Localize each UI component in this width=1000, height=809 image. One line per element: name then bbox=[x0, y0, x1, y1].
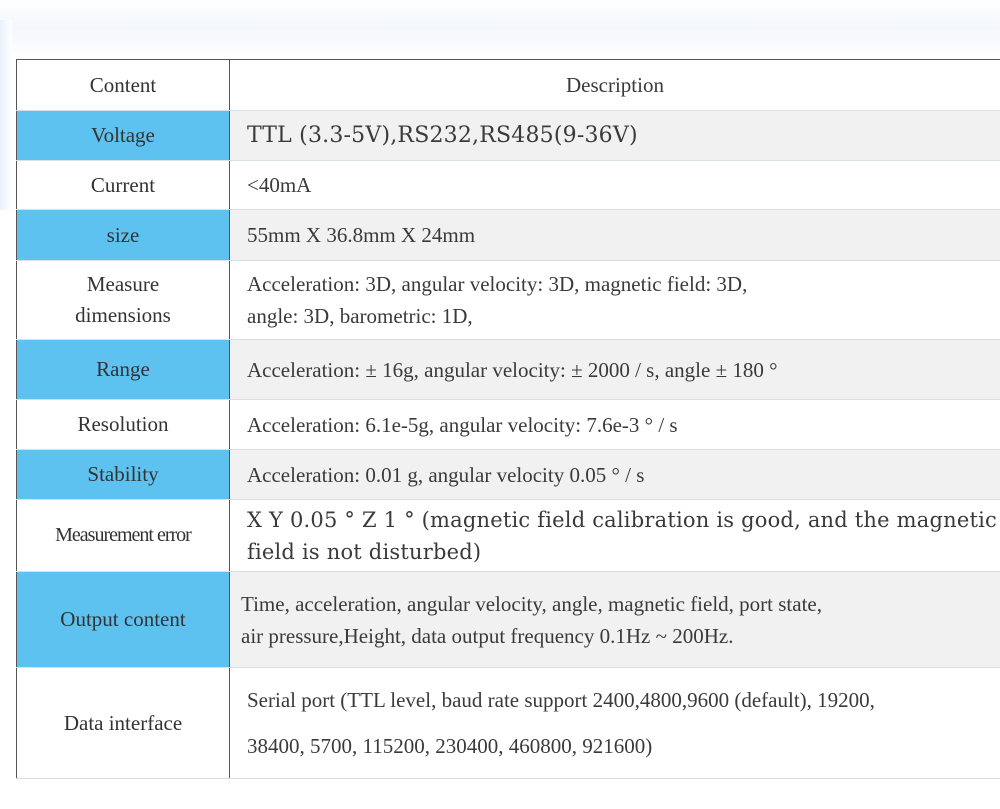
row-value-stability: Acceleration: 0.01 g, angular velocity 0.05 ° / s bbox=[230, 450, 1000, 500]
row-value-output-content bbox=[230, 572, 1000, 668]
row-value-size: 55mm X 36.8mm X 24mm bbox=[230, 210, 1000, 261]
table-row-size bbox=[17, 210, 1000, 261]
row-value-measure-dimensions bbox=[230, 261, 1000, 340]
row-key-measure-dimensions bbox=[17, 261, 230, 340]
row-key-measure-line-2: dimensions bbox=[75, 303, 171, 327]
table-row-resolution bbox=[17, 400, 1000, 450]
row-value-voltage: TTL (3.3-5V),RS232,RS485(9-36V) bbox=[230, 111, 1000, 161]
spec-table bbox=[16, 59, 1000, 779]
row-key-stability: Stability bbox=[17, 450, 230, 500]
table-header-row bbox=[17, 60, 1000, 111]
table-row-data-interface bbox=[17, 668, 1000, 779]
table-row-range bbox=[17, 340, 1000, 400]
top-shade bbox=[0, 0, 1000, 60]
row-value-measurement-error bbox=[230, 500, 1000, 572]
row-value-error-line-2: field is not disturbed) bbox=[247, 539, 482, 564]
row-key-voltage: Voltage bbox=[17, 111, 230, 161]
row-value-range: Acceleration: ± 16g, angular velocity: ± 2000 / s, angle ± 180 ° bbox=[230, 340, 1000, 400]
row-value-data-interface bbox=[230, 668, 1000, 779]
row-value-output-line-2: air pressure,Height, data output frequency 0.1Hz ~ 200Hz. bbox=[241, 623, 734, 648]
row-value-resolution: Acceleration: 6.1e-5g, angular velocity: 7.6e-3 ° / s bbox=[230, 400, 1000, 450]
header-content-cell: Content bbox=[17, 60, 230, 111]
row-value-error-line-1: X Y 0.05 ° Z 1 ° (magnetic field calibration is good, and the magnetic bbox=[247, 507, 997, 532]
table-row-output-content bbox=[17, 572, 1000, 668]
row-value-measure-line-2: angle: 3D, barometric: 1D, bbox=[247, 304, 473, 328]
row-key-measure-line-1: Measure bbox=[86, 272, 160, 296]
row-key-measurement-error: Measurement error bbox=[17, 500, 230, 572]
header-description-cell: Description bbox=[230, 60, 1000, 111]
row-key-size: size bbox=[17, 210, 230, 261]
table-row-voltage bbox=[17, 111, 1000, 161]
row-key-output-content: Output content bbox=[17, 572, 230, 668]
row-key-range: Range bbox=[17, 340, 230, 400]
table-row-stability bbox=[17, 450, 1000, 500]
row-value-interface-line-2: 38400, 5700, 115200, 230400, 460800, 921600) bbox=[247, 734, 653, 758]
row-key-resolution: Resolution bbox=[17, 400, 230, 450]
table-row-measure-dimensions bbox=[17, 261, 1000, 340]
table-row-current bbox=[17, 161, 1000, 210]
row-value-current: <40mA bbox=[230, 161, 1000, 210]
table-row-measurement-error bbox=[17, 500, 1000, 572]
row-value-interface-line-1: Serial port (TTL level, baud rate support 2400,4800,9600 (default), 19200, bbox=[247, 688, 875, 712]
row-value-measure-line-1: Acceleration: 3D, angular velocity: 3D, magnetic field: 3D, bbox=[247, 272, 748, 296]
side-shade bbox=[0, 20, 12, 210]
row-key-data-interface: Data interface bbox=[17, 668, 230, 779]
row-value-output-line-1: Time, acceleration, angular velocity, angle, magnetic field, port state, bbox=[241, 591, 822, 616]
row-key-current: Current bbox=[17, 161, 230, 210]
